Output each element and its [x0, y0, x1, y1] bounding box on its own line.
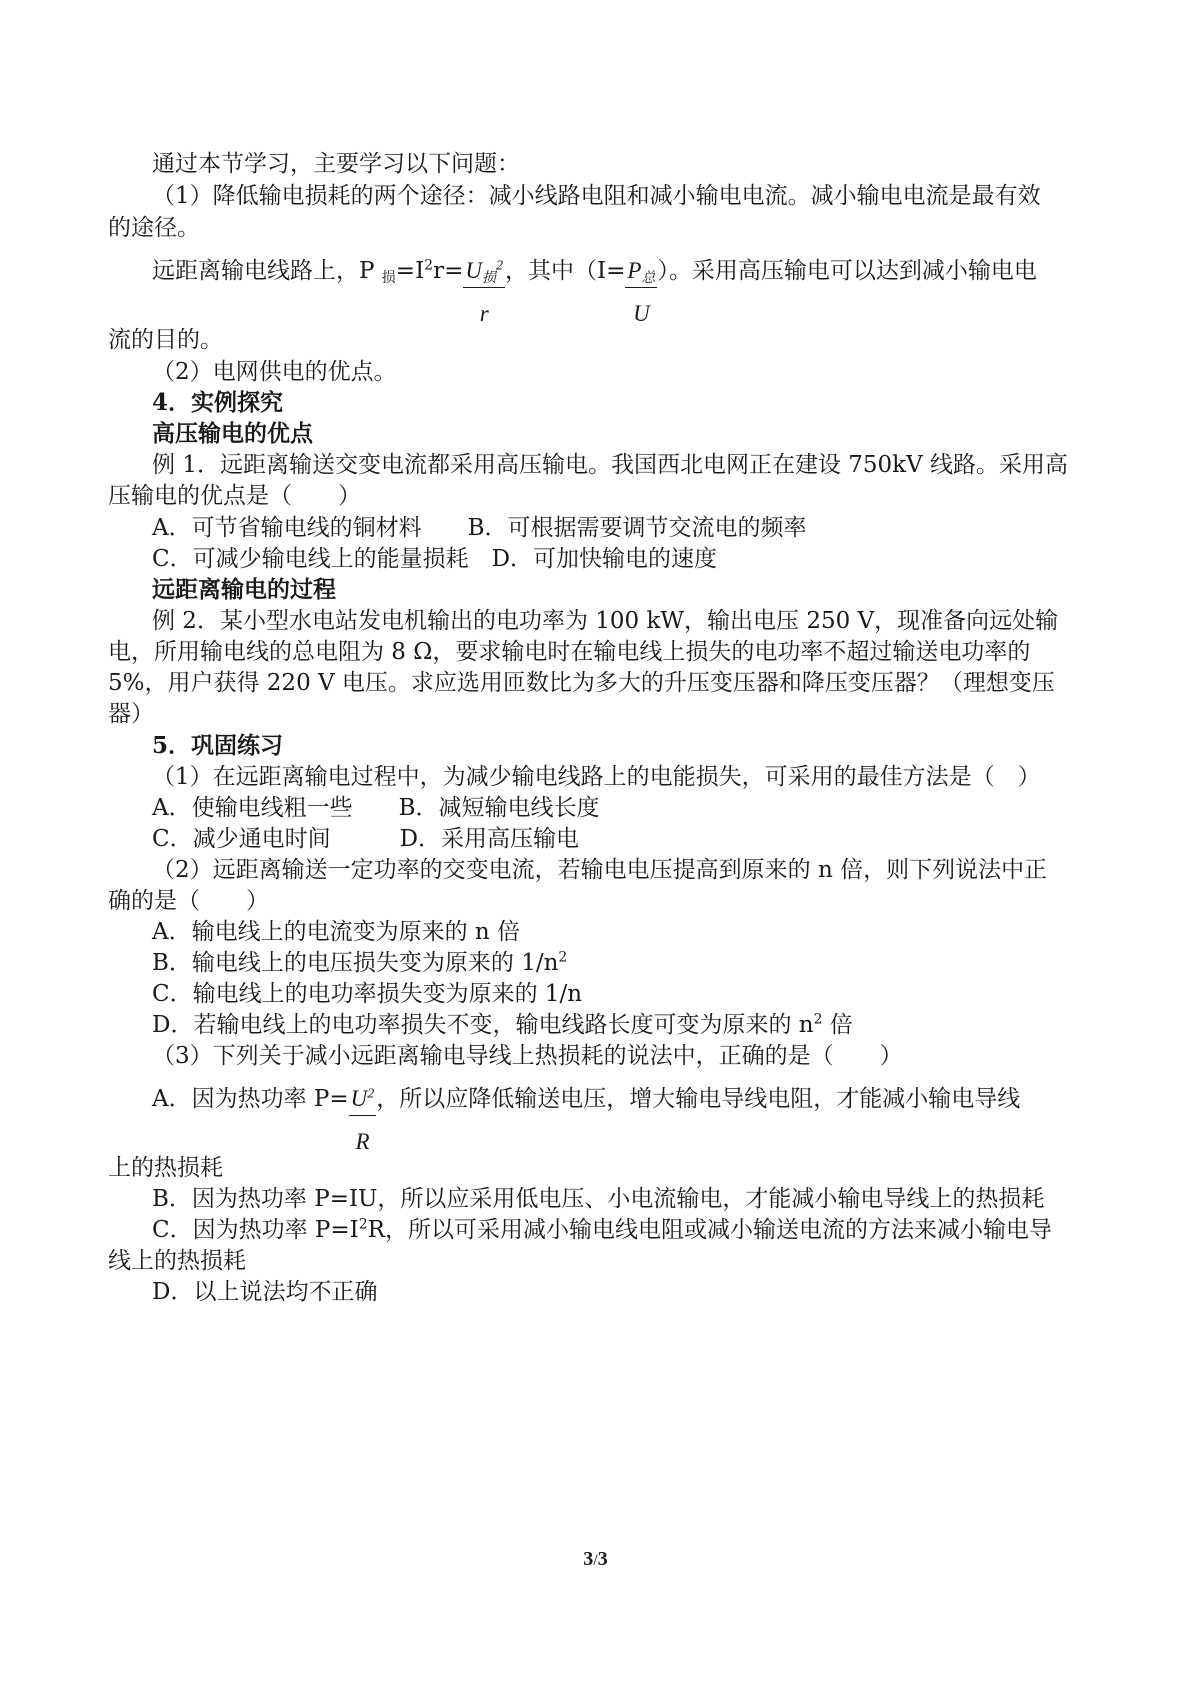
- subheading-advantages: 高压输电的优点: [152, 420, 313, 447]
- point-1-text-cont: 的途径。: [108, 215, 200, 241]
- question-3-text: （3）下列关于减小远距离输电导线上热损耗的说法中，正确的是（ ）: [152, 1043, 903, 1069]
- section-5-heading: 5．巩固练习: [152, 732, 284, 759]
- question-1-options-ab: A．使输电线粗一些 B．减短输电线长度: [152, 795, 600, 821]
- example-1-text-cont: 压输电的优点是（ ）: [108, 483, 361, 509]
- page-number: 3/3: [583, 1548, 608, 1570]
- question-3-option-b: B．因为热功率 P=IU，所以应采用低电压、小电流输电，才能减小输电导线上的热损耗: [152, 1186, 1045, 1212]
- point-2-text: （2）电网供电的优点。: [152, 359, 397, 385]
- formula-prefix: 远距离输电线路上，P: [152, 258, 382, 284]
- example-2-text-cont: 电，所用输电线的总电阻为 8 Ω，要求输电时在输电线上损失的电功率不超过输送电功率的: [108, 639, 1031, 665]
- example-2-text: 例 2．某小型水电站发电机输出的电功率为 100 kW，输出电压 250 V，现准备向远处输: [152, 608, 1059, 634]
- question-3-option-a-cont: 上的热损耗: [108, 1155, 223, 1181]
- example-2-text-cont: 5%，用户获得 220 V 电压。求应选用匝数比为多大的升压变压器和降压变压器？（理想变压: [108, 670, 1055, 696]
- question-2-option-d: D．若输电线上的电功率损失不变，输电线路长度可变为原来的 $n^2$ 倍: [152, 1011, 853, 1038]
- question-3-option-c: C．因为热功率 $P=I^2R$，所以可采用减小输电线电阻或减小输送电流的方法来减小输电导: [152, 1216, 1052, 1243]
- example-2-text-cont: 器）: [108, 701, 154, 727]
- formula-line-cont: 流的目的。: [108, 327, 223, 353]
- question-1-text: （1）在远距离输电过程中，为减少输电线路上的电能损失，可采用的最佳方法是（ ）: [152, 764, 1041, 790]
- current-fraction: $\frac{P_总}{U}$: [625, 255, 657, 330]
- section-4-heading: 4．实例探究: [152, 389, 284, 416]
- example-1-options-cd: C．可减少输电线上的能量损耗 D．可加快输电的速度: [152, 546, 718, 572]
- intro-line: 通过本节学习，主要学习以下问题：: [152, 151, 520, 177]
- question-3-option-d: D．以上说法均不正确: [152, 1279, 378, 1305]
- question-3-option-c-cont: 线上的热损耗: [108, 1248, 246, 1274]
- question-2-option-c: C．输电线上的电功率损失变为原来的 1/n: [152, 981, 583, 1007]
- question-2-option-b: B．输电线上的电压损失变为原来的 $1/n^2$: [152, 949, 568, 976]
- example-1-text: 例 1．远距离输送交变电流都采用高压输电。我国西北电网正在建设 750kV 线路。采用高: [152, 452, 1069, 478]
- example-1-options-ab: A．可节省输电线的铜材料 B．可根据需要调节交流电的频率: [152, 515, 807, 541]
- question-2-text-cont: 确的是（ ）: [108, 888, 269, 914]
- question-3-option-a: A．因为热功率 P= $\frac{U^2}{R}$ ，所以应降低输送电压，增大输电导线电阻，才能减小输电导线: [152, 1083, 1088, 1158]
- question-2-text: （2）远距离输送一定功率的交变电流，若输电电压提高到原来的 n 倍，则下列说法中正: [152, 857, 1048, 883]
- point-1-text: （1）降低输电损耗的两个途径：减小线路电阻和减小输电电流。减小输电电流是最有效: [152, 183, 1041, 209]
- heat-power-fraction: $\frac{U^2}{R}$: [349, 1083, 377, 1158]
- subheading-process: 远距离输电的过程: [152, 576, 336, 603]
- question-2-option-a: A．输电线上的电流变为原来的 n 倍: [152, 919, 521, 945]
- question-1-options-cd: C．减少通电时间 D．采用高压输电: [152, 826, 580, 852]
- loss-voltage-fraction: $\frac{U_损^2}{r}$: [463, 255, 505, 330]
- formula-line: 远距离输电线路上，P $_损=I^2r=$ $\frac{U_损^2}{r}$ ，其中（I= $\frac{P_总}{U}$ ）。采用高压输电可以达到减小输电电: [152, 255, 1088, 330]
